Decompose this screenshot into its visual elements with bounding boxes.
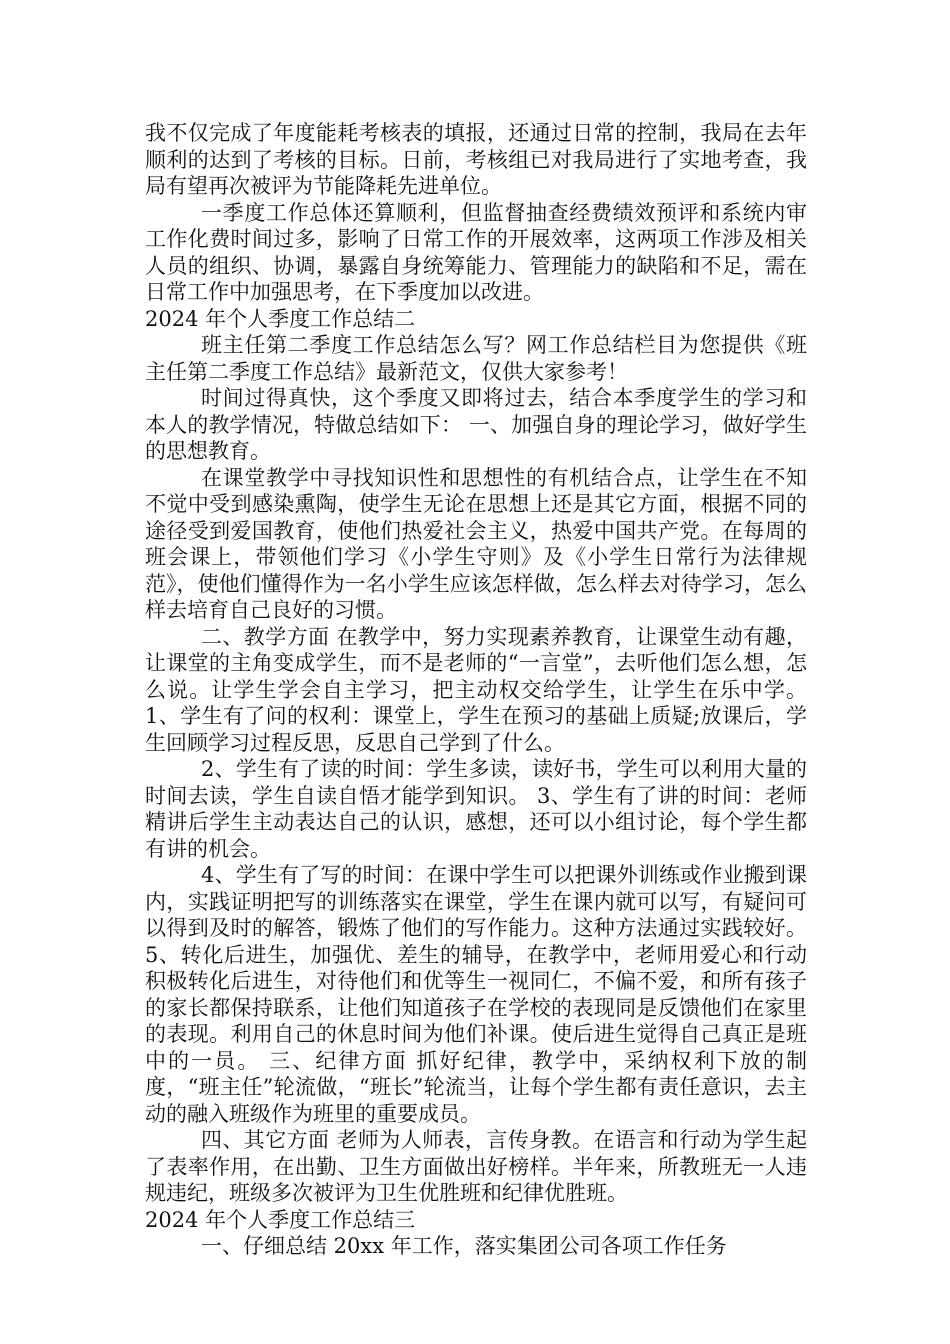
paragraph-first-quarter-summary: 一季度工作总体还算顺利，但监督抽查经费绩效预评和系统内审工作化费时间过多，影响了日常工作的开展效率，这两项工作涉及相关人员的组织、协调，暴露自身统筹能力、管理能力的缺陷和不足，需在日常工作中加强思考，在下季度加以改进。 (145, 200, 807, 304)
document-page (145, 120, 807, 1260)
paragraph-teaching-aspect: 二、教学方面 在教学中，努力实现素养教育，让课堂生动有趣，让课堂的主角变成学生，而不是老师的“一言堂”，去听他们怎么想，怎么说。让学生学会自主学习，把主动权交给学生，让学生在乐中学。 1、学生有了问的权利：课堂上，学生在预习的基础上质疑;放课后，学生回顾学习过程反思，反思自己学到了什么。 (145, 624, 807, 755)
paragraph-classroom-teaching: 在课堂教学中寻找知识性和思想性的有机结合点，让学生在不知不觉中受到感染熏陶，使学生无论在思想上还是其它方面，根据不同的途径受到爱国教育，使他们热爱社会主义，热爱中国共产党。在每周的班会课上，带领他们学习《小学生守则》及《小学生日常行为法律规范》，使他们懂得作为一名小学生应该怎样做，怎么样去对待学习，怎么样去培育自己良好的习惯。 (145, 465, 807, 622)
paragraph-other-aspects: 四、其它方面 老师为人师表，言传身教。在语言和行动为学生起了表率作用，在出勤、卫生方面做出好榜样。半年来，所教班无一人违规违纪，班级多次被评为卫生优胜班和纪律优胜班。 (145, 1128, 807, 1205)
section-heading-summary-two: 2024 年个人季度工作总结二 (145, 306, 416, 331)
paragraph-time-passes: 时间过得真快，这个季度又即将过去，结合本季度学生的学习和本人的教学情况，特做总结如下： 一、加强自身的理论学习，做好学生的思想教育。 (145, 386, 807, 463)
paragraph-intro: 班主任第二季度工作总结怎么写？网工作总结栏目为您提供《班主任第二季度工作总结》最新范文，仅供大家参考！ (145, 333, 807, 384)
section-heading-summary-three: 2024 年个人季度工作总结三 (145, 1207, 416, 1232)
paragraph-summary-three-start: 一、仔细总结 20xx 年工作，落实集团公司各项工作任务 (201, 1234, 727, 1258)
paragraph-energy-assessment: 我不仅完成了年度能耗考核表的填报，还通过日常的控制，我局在去年顺利的达到了考核的目标。日前，考核组已对我局进行了实地考查，我局有望再次被评为节能降耗先进单位。 (145, 121, 807, 198)
paragraph-writing-time: 4、学生有了写的时间：在课中学生可以把课外训练或作业搬到课内，实践证明把写的训练落实在课堂，学生在课内就可以写，有疑问可以得到及时的解答，锻炼了他们的写作能力。这种方法通过实践较好。 5、转化后进生，加强优、差生的辅导，在教学中，老师用爱心和行动积极转化后进生，对待他们和优等生一视同仁，不偏不爱，和所有孩子的家长都保持联系，让他们知道孩子在学校的表现同是反馈他们在家里的表现。利用自己的休息时间为他们补课。使后进生觉得自己真正是班中的一员。 三、纪律方面 抓好纪律，教学中，采纳权利下放的制度，“班主任”轮流做，“班长”轮流当，让每个学生都有责任意识，去主动的融入班级作为班里的重要成员。 (145, 863, 807, 1126)
paragraph-reading-time: 2、学生有了读的时间：学生多读，读好书，学生可以利用大量的时间去读，学生自读自悟才能学到知识。 3、学生有了讲的时间：老师精讲后学生主动表达自己的认识，感想，还可以小组讨论，每个学生都有讲的机会。 (145, 757, 807, 861)
